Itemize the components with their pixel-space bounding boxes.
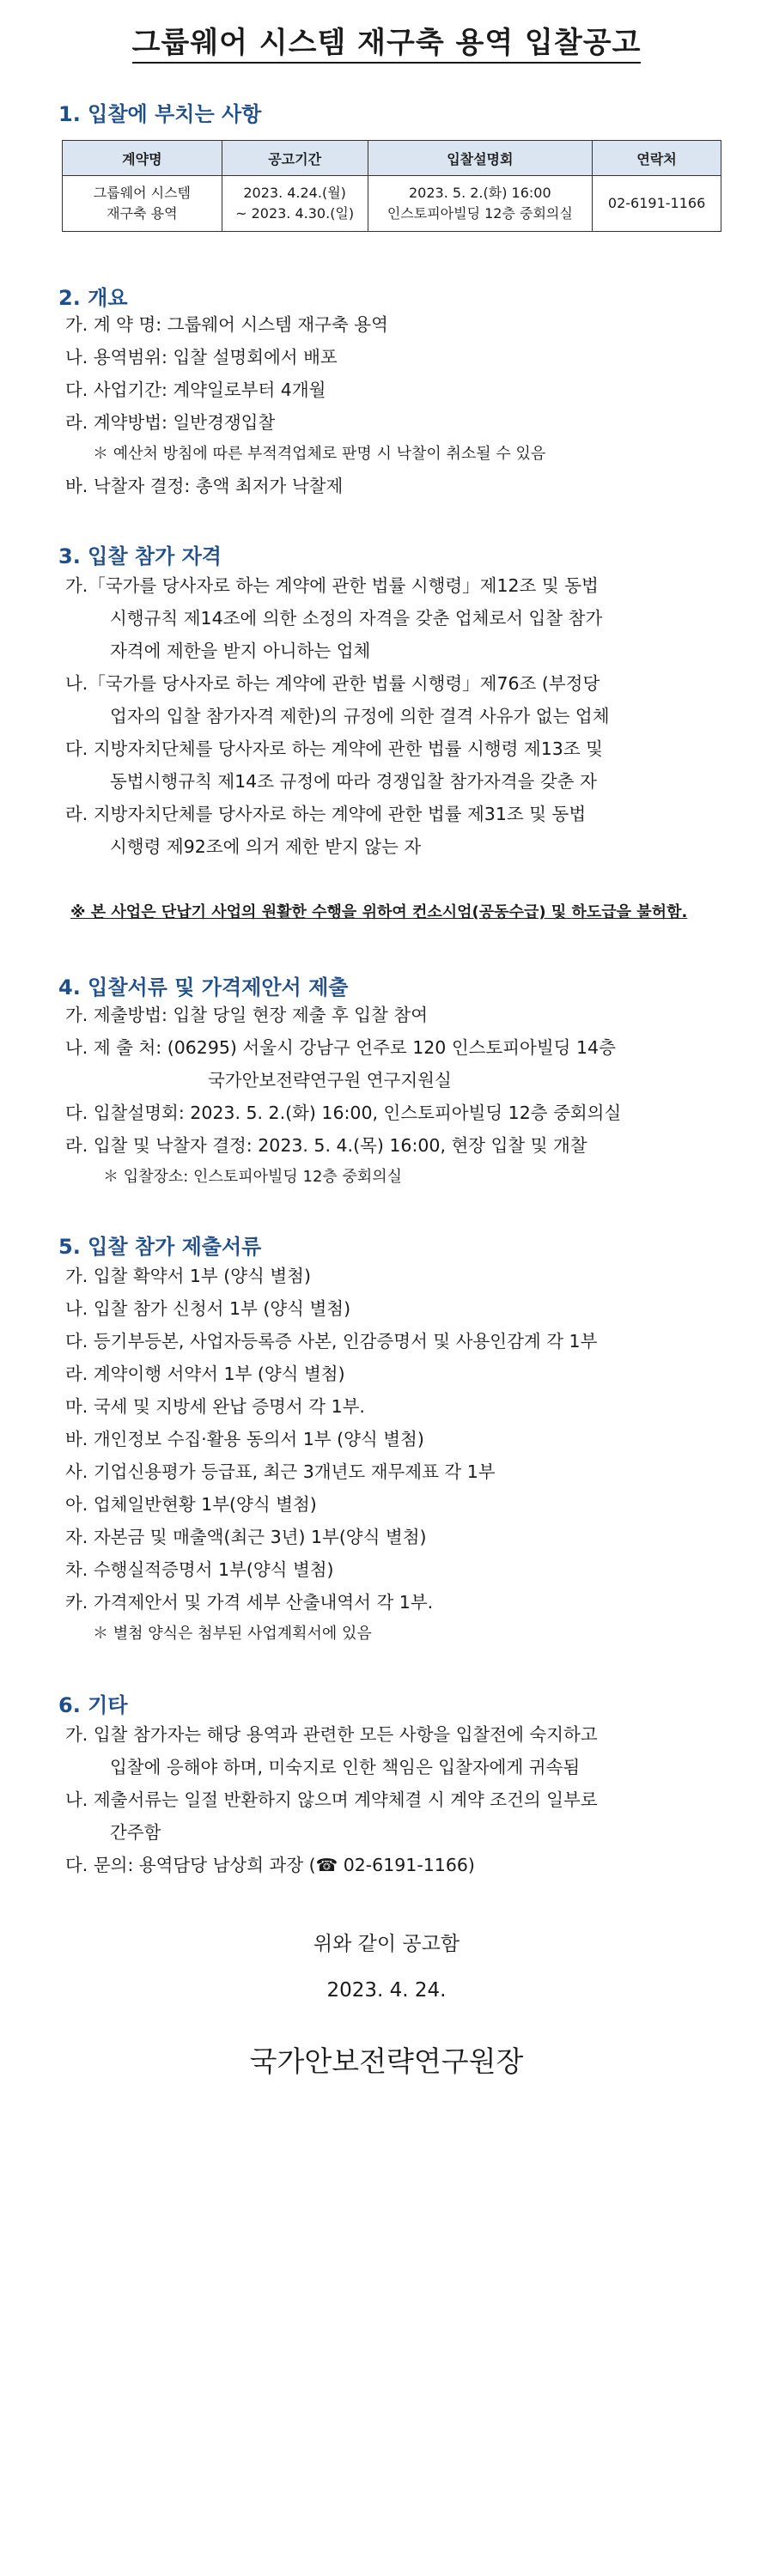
header-contract-name: 계약명 bbox=[63, 141, 222, 176]
page-title: 그룹웨어 시스템 재구축 용역 입찰공고 bbox=[0, 19, 773, 61]
qual-a-line2: 시행규칙 제14조에 의한 소정의 자격을 갖춘 업체로서 입찰 참가 bbox=[110, 608, 603, 629]
documents-note: ＊ 별첨 양식은 첨부된 사업계획서에 있음 bbox=[93, 1625, 372, 1643]
cell-briefing: 2023. 5. 2.(화) 16:00 인스토피아빌딩 12층 중회의실 bbox=[368, 176, 593, 232]
closing-statement: 위와 같이 공고함 bbox=[313, 1933, 460, 1955]
cell-contact: 02-6191-1166 bbox=[593, 176, 721, 232]
section-2-heading: 2. 개요 bbox=[58, 286, 128, 310]
overview-award: 바. 낙찰자 결정: 총액 최저가 낙찰제 bbox=[65, 476, 344, 496]
list-item: 아. 업체일반현황 1부(양식 별첨) bbox=[65, 1494, 317, 1515]
bid-summary-table bbox=[62, 140, 721, 232]
qual-c-line2: 동법시행규칙 제14조 규정에 따라 경쟁입찰 참가자격을 갖춘 자 bbox=[110, 771, 597, 792]
overview-scope: 나. 용역범위: 입찰 설명회에서 배포 bbox=[65, 347, 338, 368]
header-notice-period: 공고기간 bbox=[222, 141, 368, 176]
section-5-heading: 5. 입찰 참가 제출서류 bbox=[58, 1235, 262, 1259]
qual-b-line2: 업자의 입찰 참가자격 제한)의 규정에 의한 결격 사유가 없는 업체 bbox=[110, 706, 610, 726]
header-briefing: 입찰설명회 bbox=[368, 141, 593, 176]
table-row bbox=[63, 176, 721, 232]
qual-d-line1: 라. 지방자치단체를 당사자로 하는 계약에 관한 법률 제31조 및 동법 bbox=[65, 804, 587, 824]
section-1-heading: 1. 입찰에 부치는 사항 bbox=[58, 102, 262, 126]
list-item: 마. 국세 및 지방세 완납 증명서 각 1부. bbox=[65, 1396, 365, 1417]
table-header-row bbox=[63, 141, 721, 176]
submit-method: 가. 제출방법: 입찰 당일 현장 제출 후 입찰 참여 bbox=[65, 1005, 429, 1025]
submit-address-org: 국가안보전략연구원 연구지원실 bbox=[208, 1070, 452, 1091]
list-item: 나. 입찰 참가 신청서 1부 (양식 별첨) bbox=[65, 1298, 351, 1319]
list-item: 다. 등기부등본, 사업자등록증 사본, 인감증명서 및 사용인감계 각 1부 bbox=[65, 1331, 598, 1352]
cell-contract-name: 그룹웨어 시스템 재구축 용역 bbox=[63, 176, 222, 232]
header-contact: 연락처 bbox=[593, 141, 721, 176]
qual-b-line1: 나.「국가를 당사자로 하는 계약에 관한 법률 시행령」제76조 (부정당 bbox=[65, 673, 600, 694]
list-item: 가. 입찰 확약서 1부 (양식 별첨) bbox=[65, 1266, 311, 1286]
section-4-heading: 4. 입찰서류 및 가격제안서 제출 bbox=[58, 975, 349, 999]
list-item: 자. 자본금 및 매출액(최근 3년) 1부(양식 별첨) bbox=[65, 1527, 427, 1547]
notice-date: 2023. 4. 24. bbox=[326, 1979, 447, 2002]
list-item: 차. 수행실적증명서 1부(양식 별첨) bbox=[65, 1559, 334, 1580]
submit-note: ＊ 입찰장소: 인스토피아빌딩 12층 중회의실 bbox=[103, 1168, 403, 1186]
qual-a-line1: 가.「국가를 당사자로 하는 계약에 관한 법률 시행령」제12조 및 동법 bbox=[65, 575, 599, 596]
list-item: 카. 가격제안서 및 가격 세부 산출내역서 각 1부. bbox=[65, 1592, 434, 1613]
misc-b-line1: 나. 제출서류는 일절 반환하지 않으며 계약체결 시 계약 조건의 일부로 bbox=[65, 1789, 598, 1810]
submit-decision: 라. 입찰 및 낙찰자 결정: 2023. 5. 4.(목) 16:00, 현장 입찰 및 개찰 bbox=[65, 1135, 587, 1156]
misc-a-line2: 입찰에 응해야 하며, 미숙지로 인한 책임은 입찰자에게 귀속됨 bbox=[110, 1757, 581, 1777]
misc-contact: 다. 문의: 용역담당 남상희 과장 (☎ 02-6191-1166) bbox=[65, 1855, 475, 1875]
section-6-heading: 6. 기타 bbox=[58, 1693, 128, 1717]
list-item: 바. 개인정보 수집·활용 동의서 1부 (양식 별첨) bbox=[65, 1429, 424, 1449]
submit-address: 나. 제 출 처: (06295) 서울시 강남구 언주로 120 인스토피아빌딩 14층 bbox=[65, 1037, 616, 1058]
overview-note: ＊ 예산처 방침에 따른 부적격업체로 판명 시 낙찰이 취소될 수 있음 bbox=[93, 445, 546, 463]
overview-method: 라. 계약방법: 일반경쟁입찰 bbox=[65, 412, 276, 433]
qual-a-line3: 자격에 제한을 받지 아니하는 업체 bbox=[110, 641, 371, 661]
misc-a-line1: 가. 입찰 참가자는 해당 용역과 관련한 모든 사항을 입찰전에 숙지하고 bbox=[65, 1724, 598, 1745]
issuer-signature: 국가안보전략연구원장 bbox=[249, 2044, 524, 2078]
section-3-heading: 3. 입찰 참가 자격 bbox=[58, 544, 222, 568]
submit-briefing: 다. 입찰설명회: 2023. 5. 2.(화) 16:00, 인스토피아빌딩 12층 중회의실 bbox=[65, 1103, 622, 1123]
overview-period: 다. 사업기간: 계약일로부터 4개월 bbox=[65, 380, 326, 400]
list-item: 라. 계약이행 서약서 1부 (양식 별첨) bbox=[65, 1364, 345, 1384]
overview-contract-name: 가. 계 약 명: 그룹웨어 시스템 재구축 용역 bbox=[65, 314, 388, 335]
qual-d-line2: 시행령 제92조에 의거 제한 받지 않는 자 bbox=[110, 836, 422, 857]
qual-c-line1: 다. 지방자치단체를 당사자로 하는 계약에 관한 법률 시행령 제13조 및 bbox=[65, 738, 603, 759]
consortium-notice: ※ 본 사업은 단납기 사업의 원활한 수행을 위하여 컨소시엄(공동수급) 및 하도급을 불허함. bbox=[70, 903, 688, 921]
cell-notice-period: 2023. 4.24.(월) ~ 2023. 4.30.(일) bbox=[222, 176, 368, 232]
list-item: 사. 기업신용평가 등급표, 최근 3개년도 재무제표 각 1부 bbox=[65, 1461, 496, 1482]
misc-b-line2: 간주함 bbox=[110, 1822, 161, 1843]
